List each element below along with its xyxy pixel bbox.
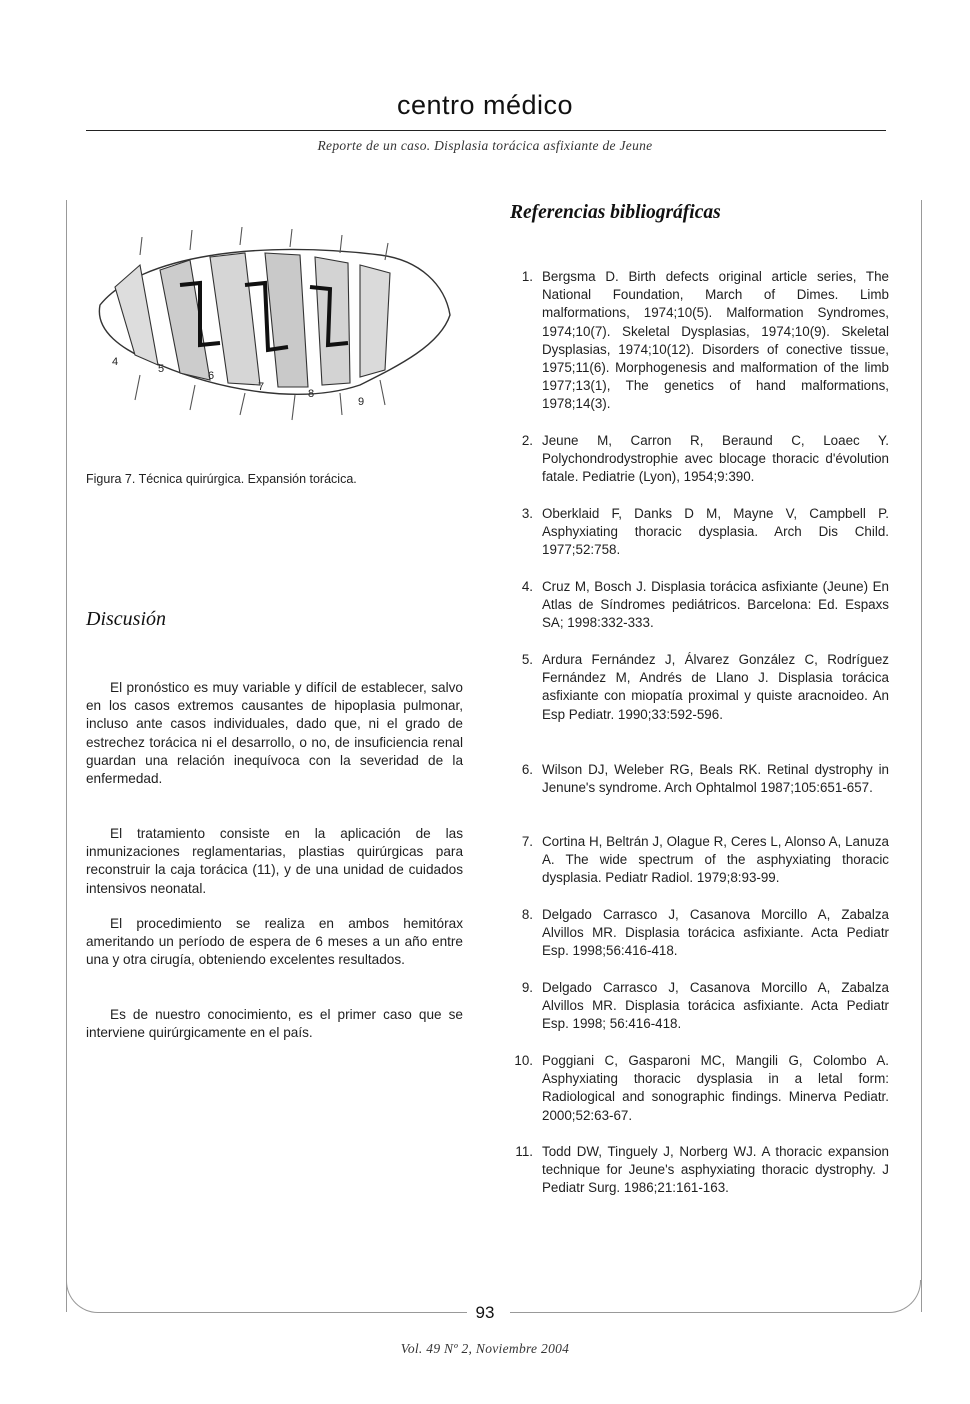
figure-label-4: 4 <box>112 356 119 368</box>
discussion-paragraph: El pronóstico es muy variable y difícil de establecer, salvo en los casos extremos causantes de hipoplasia pulmonar, incluso ante casos individuales, dado que, ni el grado de estrechez torácica ni el desarrollo, o no, de insuficiencia renal guardan una relación inequívoca con la severidad de la enfermedad. <box>86 680 463 787</box>
reference-item: 10. Poggiani C, Gasparoni MC, Mangili G, Colombo A. Asphyxiating thoracic dysplasia in a letal form: Radiological and sonographic findings. Minerva Pediatr. 2000;52:63-67. <box>514 1053 889 1123</box>
figure-label-7: 7 <box>258 381 265 393</box>
discussion-paragraph: El procedimiento se realiza en ambos hemitórax ameritando un período de espera de 6 meses a un año entre una y otra cirugía, obteniendo excelentes resultados. <box>86 916 463 968</box>
article-running-title: Reporte de un caso. Displasia torácica asfixiante de Jeune <box>317 138 653 153</box>
frame-corner-right <box>510 1280 921 1313</box>
reference-item: 5. Ardura Fernández J, Álvarez González C, Rodríguez Fernández M, Andrés de Llano J. Displasia torácica asfixiante con miopatía proximal y quiste aracnoideo. An Esp Pediatr. 1990;33:592-596. <box>521 652 889 722</box>
header-rule <box>86 130 886 131</box>
reference-item: 7. Cortina H, Beltrán J, Olague R, Ceres L, Alonso A, Lanuza A. The wide spectrum of the asphyxiating thoracic dysplasia. Pediatr Radiol. 1979;8:93-99. <box>521 834 889 886</box>
discussion-paragraph: El tratamiento consiste en la aplicación de las inmunizaciones reglamentarias, plastias quirúrgicas para reconstruir la caja torácica (11), y de una unidad de cuidados intensivos neonatal. <box>86 826 463 896</box>
reference-item: 3. Oberklaid F, Danks D M, Mayne V, Campbell P. Asphyxiating thoracic dysplasia. Arch Dis Child. 1977;52:758. <box>521 506 889 558</box>
frame-corner-left <box>66 1280 467 1313</box>
references-heading: Referencias bibliográficas <box>510 202 721 223</box>
surgical-illustration <box>80 215 460 445</box>
reference-item: 8. Delgado Carrasco J, Casanova Morcillo A, Zabalza Alvillos MR. Displasia torácica asfixiante. Acta Pediatr Esp. 1998;56:416-418. <box>521 907 889 959</box>
page-number: 93 <box>475 1303 495 1322</box>
reference-item: 11. Todd DW, Tinguely J, Norberg WJ. A thoracic expansion technique for Jeune's asphyxiating thoracic dystrophy. J Pediatr Surg. 1986;21:161-163. <box>515 1144 889 1196</box>
reference-item: 9. Delgado Carrasco J, Casanova Morcillo A, Zabalza Alvillos MR. Displasia torácica asfixiante. Acta Pediatr Esp. 1998; 56:416-418. <box>521 980 889 1032</box>
reference-item: 4. Cruz M, Bosch J. Displasia torácica asfixiante (Jeune) En Atlas de Síndromes pediátricos. Barcelona: Ed. Espaxs SA; 1998:332-333. <box>521 579 889 631</box>
figure-label-6: 6 <box>208 370 215 382</box>
reference-item: 2. Jeune M, Carron R, Beraund C, Loaec Y. Polychondrodystrophie avec blocage thoracic d'évolution fatale. Pediatrie (Lyon), 1954;9:390. <box>521 433 889 485</box>
figure-label-5: 5 <box>158 363 165 375</box>
figure-caption: Figura 7. Técnica quirúrgica. Expansión torácica. <box>86 472 357 486</box>
volume-footer: Vol. 49 Nº 2, Noviembre 2004 <box>400 1341 570 1356</box>
figure-label-9: 9 <box>358 396 365 408</box>
discussion-heading: Discusión <box>86 608 166 630</box>
journal-title: centro médico <box>396 90 574 120</box>
figure-label-8: 8 <box>308 388 315 400</box>
discussion-paragraph: Es de nuestro conocimiento, es el primer caso que se interviene quirúrgicamente en el país. <box>86 1007 463 1041</box>
reference-item: 6. Wilson DJ, Weleber RG, Beals RK. Retinal dystrophy in Jenune's syndrome. Arch Ophtalmol 1987;105:651-657. <box>521 762 889 796</box>
reference-item: 1. Bergsma D. Birth defects original article series, The National Foundation, March of Dimes. Limb malformations, 1974;10(5). Malformation Syndromes, 1974;10(7). Skeletal Dysplasias, 1974;10(9). Skeletal Dysplasias, 1974;10(12). Disorders of conective tissue, 1975;11(6). Morphogenesis and malformation of the limb 1977;13(1), The genetics of hand malformations, 1978;14(3). <box>521 269 889 412</box>
